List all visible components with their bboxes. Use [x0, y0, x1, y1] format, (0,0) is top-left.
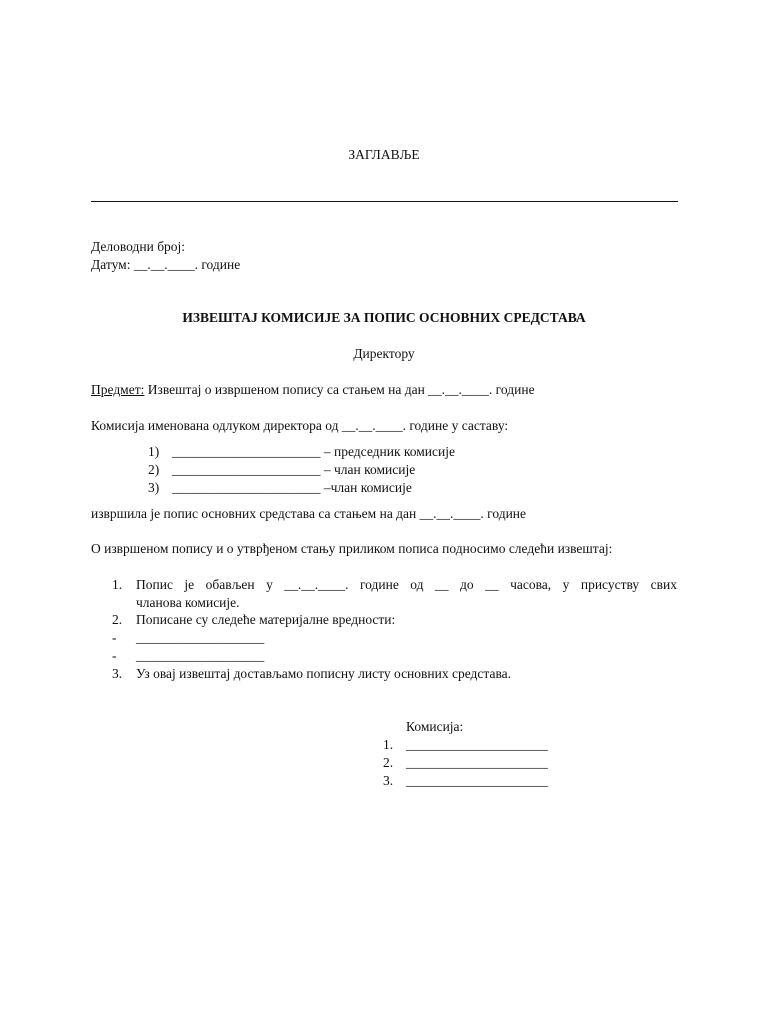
signature-number: 2.	[383, 755, 394, 770]
report-item-1	[112, 576, 677, 594]
dash-mark: -	[112, 648, 117, 663]
signature-row	[383, 754, 548, 772]
commission-member	[148, 443, 455, 461]
commission-member	[148, 479, 412, 497]
report-item-3	[112, 665, 511, 683]
date-line: Датум: __.__.____. године	[91, 257, 241, 272]
signature-line: _____________________	[406, 737, 548, 752]
report-item-1-continuation: чланова комисије.	[136, 595, 240, 610]
report-item-2	[112, 611, 395, 629]
performed-statement: извршила је попис основних средстава са стањем на дан __.__.____. године	[91, 506, 527, 521]
subject-text: Извештај о извршеном попису са стањем на дан __.__.____. године	[144, 382, 535, 397]
report-item-number: 3.	[112, 666, 123, 681]
member-text: ______________________ – председник комисије	[172, 444, 455, 459]
dash-mark: -	[112, 630, 117, 645]
report-intro: О извршеном попису и о утврђеном стању приликом пописа подносимо следећи извештај:	[91, 541, 613, 556]
signature-row	[383, 772, 548, 790]
member-number: 1)	[148, 444, 160, 459]
commission-intro: Комисија именована одлуком директора од __.__.____. године у саставу:	[91, 418, 509, 433]
report-item-text: Пописане су следеће материјалне вредности:	[136, 612, 396, 627]
reference-number-label: Деловодни број:	[91, 239, 186, 254]
asset-blank-line	[112, 629, 264, 647]
subject-label: Предмет:	[91, 382, 145, 397]
signature-number: 1.	[383, 737, 394, 752]
member-number: 2)	[148, 462, 160, 477]
member-number: 3)	[148, 480, 160, 495]
report-item-text: Попис је обављен у __.__.____. године од __ до __ часова, у присуству свих	[136, 577, 677, 592]
addressee: Директору	[353, 346, 415, 361]
commission-member	[148, 461, 415, 479]
blank-line: ___________________	[136, 648, 265, 663]
header-divider	[91, 201, 678, 202]
signature-line: _____________________	[406, 755, 548, 770]
report-item-number: 1.	[112, 577, 123, 592]
header-title: ЗАГЛАВЉЕ	[348, 147, 420, 162]
member-text: ______________________ –члан комисије	[172, 480, 412, 495]
report-item-text: Уз овај извештај достављамо пописну листу основних средстава.	[136, 666, 512, 681]
signature-number: 3.	[383, 773, 394, 788]
blank-line: ___________________	[136, 630, 265, 645]
document-title: ИЗВЕШТАЈ КОМИСИЈЕ ЗА ПОПИС ОСНОВНИХ СРЕДСТАВА	[182, 310, 586, 325]
commission-signature-label: Комисија:	[406, 719, 464, 734]
member-text: ______________________ – члан комисије	[172, 462, 416, 477]
report-item-number: 2.	[112, 612, 123, 627]
asset-blank-line	[112, 647, 264, 665]
signature-row	[383, 736, 548, 754]
subject-line	[91, 381, 535, 399]
signature-line: _____________________	[406, 773, 548, 788]
